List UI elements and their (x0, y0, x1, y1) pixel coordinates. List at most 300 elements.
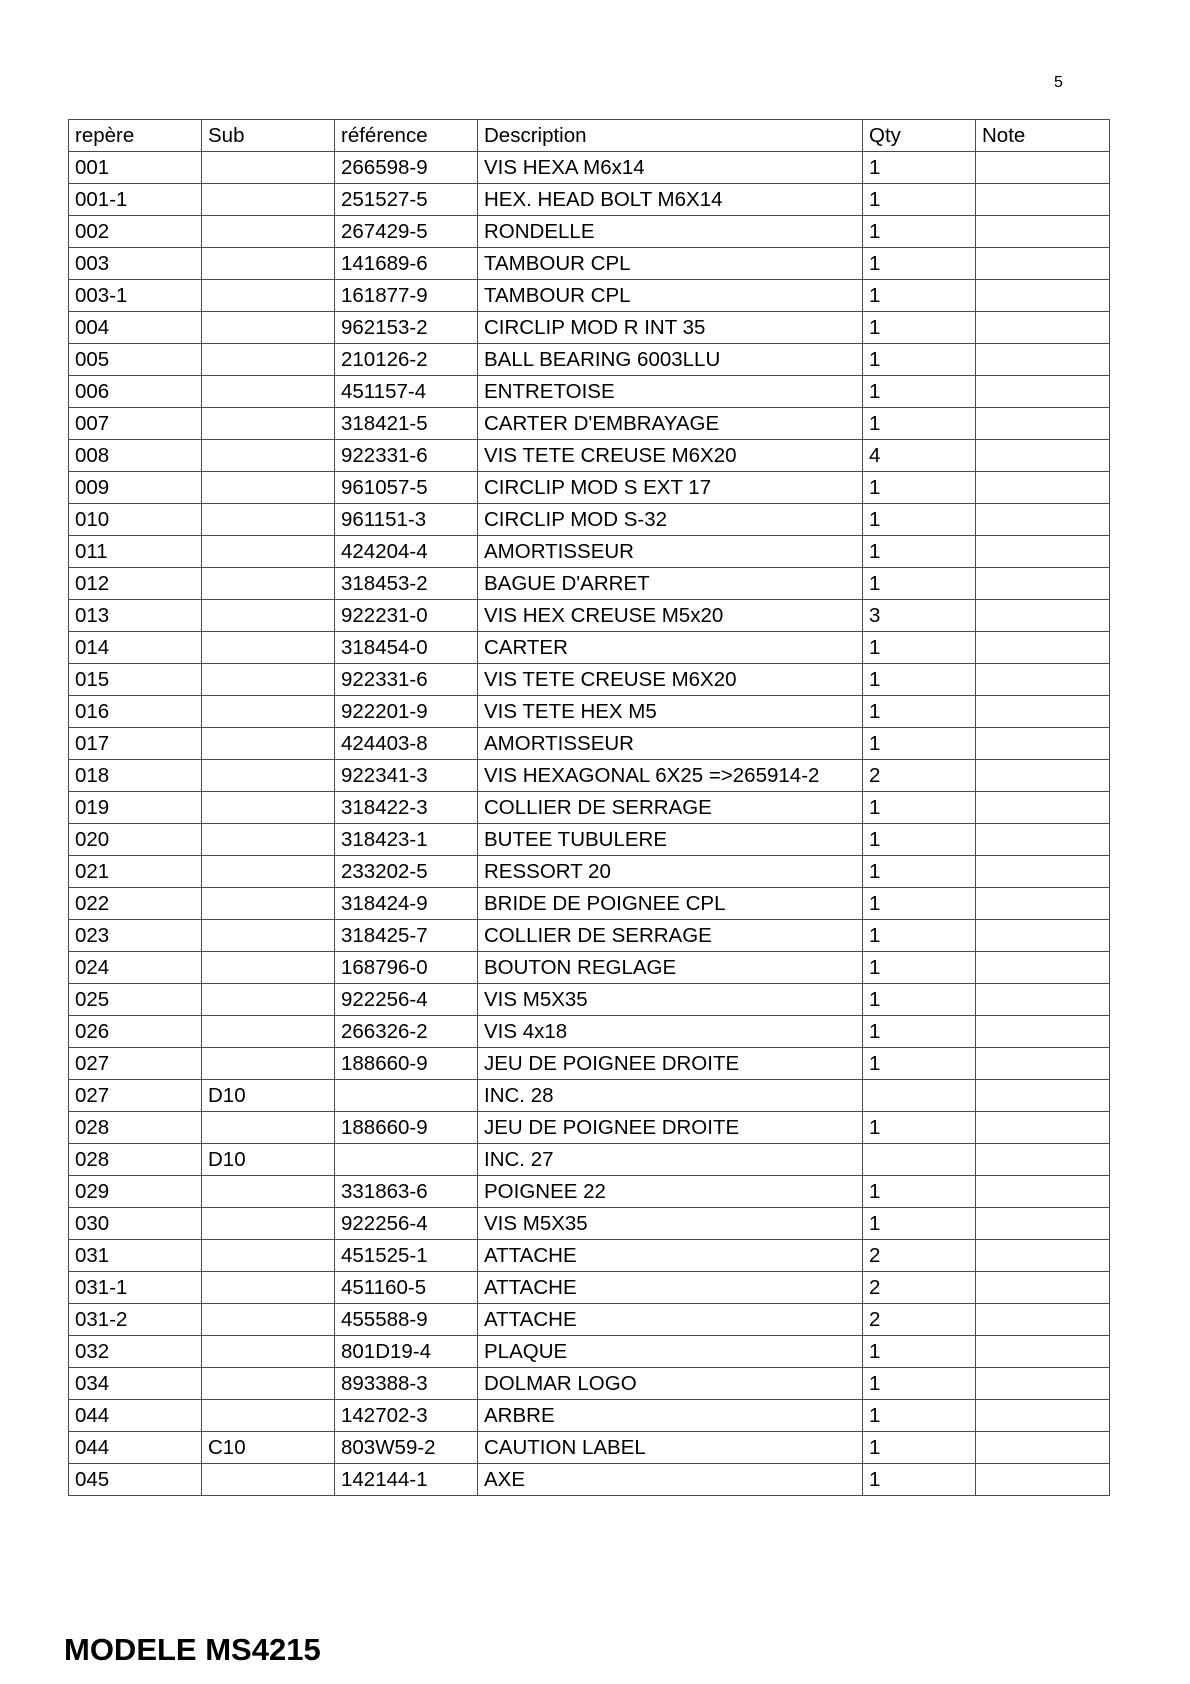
cell-reference: 424204-4 (335, 536, 478, 568)
cell-qty: 1 (863, 952, 976, 984)
cell-qty: 1 (863, 536, 976, 568)
cell-repere: 001 (69, 152, 202, 184)
cell-reference: 424403-8 (335, 728, 478, 760)
cell-qty: 1 (863, 856, 976, 888)
cell-description: AXE (478, 1464, 863, 1496)
cell-qty: 1 (863, 1432, 976, 1464)
cell-reference: 251527-5 (335, 184, 478, 216)
cell-note (976, 1048, 1110, 1080)
table-row (69, 376, 1110, 408)
cell-reference (335, 1080, 478, 1112)
cell-reference: 922341-3 (335, 760, 478, 792)
table-row (69, 440, 1110, 472)
cell-sub (202, 632, 335, 664)
header-repere: repère (69, 120, 202, 152)
cell-description: INC. 27 (478, 1144, 863, 1176)
cell-note (976, 856, 1110, 888)
cell-qty: 1 (863, 1208, 976, 1240)
cell-qty: 3 (863, 600, 976, 632)
header-description: Description (478, 120, 863, 152)
cell-note (976, 760, 1110, 792)
cell-reference: 922256-4 (335, 1208, 478, 1240)
cell-sub (202, 152, 335, 184)
table-row (69, 984, 1110, 1016)
cell-qty: 1 (863, 152, 976, 184)
cell-qty (863, 1080, 976, 1112)
cell-qty: 1 (863, 664, 976, 696)
cell-repere: 009 (69, 472, 202, 504)
table-row (69, 728, 1110, 760)
cell-qty: 1 (863, 312, 976, 344)
cell-sub (202, 856, 335, 888)
cell-repere: 027 (69, 1080, 202, 1112)
cell-note (976, 248, 1110, 280)
cell-qty: 1 (863, 1016, 976, 1048)
table-row (69, 888, 1110, 920)
table-row (69, 216, 1110, 248)
cell-qty: 1 (863, 1112, 976, 1144)
cell-sub (202, 1016, 335, 1048)
cell-description: VIS TETE HEX M5 (478, 696, 863, 728)
cell-qty: 1 (863, 216, 976, 248)
cell-reference: 188660-9 (335, 1112, 478, 1144)
cell-description: AMORTISSEUR (478, 728, 863, 760)
table-row (69, 312, 1110, 344)
cell-reference: 318453-2 (335, 568, 478, 600)
cell-qty: 1 (863, 504, 976, 536)
table-row (69, 184, 1110, 216)
cell-qty: 1 (863, 888, 976, 920)
cell-description: VIS M5X35 (478, 984, 863, 1016)
cell-reference: 266326-2 (335, 1016, 478, 1048)
cell-sub (202, 1048, 335, 1080)
cell-reference: 801D19-4 (335, 1336, 478, 1368)
cell-repere: 028 (69, 1144, 202, 1176)
cell-description: TAMBOUR CPL (478, 280, 863, 312)
table-row (69, 920, 1110, 952)
cell-description: ATTACHE (478, 1272, 863, 1304)
cell-repere: 030 (69, 1208, 202, 1240)
cell-note (976, 632, 1110, 664)
cell-reference: 962153-2 (335, 312, 478, 344)
cell-qty: 2 (863, 1304, 976, 1336)
cell-sub (202, 1112, 335, 1144)
cell-note (976, 472, 1110, 504)
cell-reference: 318422-3 (335, 792, 478, 824)
table-row (69, 504, 1110, 536)
cell-sub (202, 952, 335, 984)
cell-note (976, 1464, 1110, 1496)
table-row (69, 952, 1110, 984)
cell-reference: 922256-4 (335, 984, 478, 1016)
cell-description: VIS M5X35 (478, 1208, 863, 1240)
cell-reference: 318424-9 (335, 888, 478, 920)
cell-sub (202, 216, 335, 248)
cell-repere: 034 (69, 1368, 202, 1400)
cell-description: ATTACHE (478, 1240, 863, 1272)
cell-repere: 006 (69, 376, 202, 408)
cell-repere: 003 (69, 248, 202, 280)
cell-note (976, 600, 1110, 632)
cell-note (976, 1112, 1110, 1144)
cell-reference: 318454-0 (335, 632, 478, 664)
table-row (69, 1208, 1110, 1240)
cell-reference: 318423-1 (335, 824, 478, 856)
cell-reference: 922331-6 (335, 440, 478, 472)
cell-reference: 161877-9 (335, 280, 478, 312)
cell-repere: 021 (69, 856, 202, 888)
cell-sub (202, 824, 335, 856)
cell-reference: 318425-7 (335, 920, 478, 952)
cell-qty: 1 (863, 1368, 976, 1400)
cell-repere: 008 (69, 440, 202, 472)
cell-reference: 233202-5 (335, 856, 478, 888)
cell-description: DOLMAR LOGO (478, 1368, 863, 1400)
table-row (69, 1144, 1110, 1176)
cell-qty: 1 (863, 1464, 976, 1496)
cell-repere: 031 (69, 1240, 202, 1272)
cell-description: ENTRETOISE (478, 376, 863, 408)
cell-qty: 1 (863, 984, 976, 1016)
cell-sub (202, 984, 335, 1016)
cell-reference: 267429-5 (335, 216, 478, 248)
cell-description: CIRCLIP MOD S-32 (478, 504, 863, 536)
cell-qty: 2 (863, 760, 976, 792)
cell-note (976, 1272, 1110, 1304)
cell-qty: 1 (863, 632, 976, 664)
table-row (69, 1336, 1110, 1368)
table-row (69, 344, 1110, 376)
cell-qty: 1 (863, 1336, 976, 1368)
cell-note (976, 568, 1110, 600)
cell-description: VIS HEX CREUSE M5x20 (478, 600, 863, 632)
cell-qty: 1 (863, 920, 976, 952)
cell-repere: 003-1 (69, 280, 202, 312)
cell-reference: 451160-5 (335, 1272, 478, 1304)
cell-repere: 031-2 (69, 1304, 202, 1336)
cell-description: BAGUE D'ARRET (478, 568, 863, 600)
cell-sub (202, 312, 335, 344)
cell-description: VIS 4x18 (478, 1016, 863, 1048)
cell-repere: 010 (69, 504, 202, 536)
cell-description: HEX. HEAD BOLT M6X14 (478, 184, 863, 216)
cell-reference: 893388-3 (335, 1368, 478, 1400)
cell-qty: 1 (863, 472, 976, 504)
cell-qty: 1 (863, 728, 976, 760)
cell-reference: 142144-1 (335, 1464, 478, 1496)
cell-reference: 318421-5 (335, 408, 478, 440)
cell-description: POIGNEE 22 (478, 1176, 863, 1208)
cell-reference: 961151-3 (335, 504, 478, 536)
cell-sub (202, 1240, 335, 1272)
table-row (69, 1048, 1110, 1080)
cell-repere: 028 (69, 1112, 202, 1144)
table-row (69, 696, 1110, 728)
table-row (69, 248, 1110, 280)
table-row (69, 664, 1110, 696)
cell-note (976, 184, 1110, 216)
table-header-row (69, 120, 1110, 152)
model-title: MODELE MS4215 (64, 1632, 321, 1667)
cell-description: CIRCLIP MOD S EXT 17 (478, 472, 863, 504)
cell-description: JEU DE POIGNEE DROITE (478, 1112, 863, 1144)
cell-note (976, 984, 1110, 1016)
cell-reference: 803W59-2 (335, 1432, 478, 1464)
cell-description: CIRCLIP MOD R INT 35 (478, 312, 863, 344)
cell-note (976, 536, 1110, 568)
cell-repere: 026 (69, 1016, 202, 1048)
cell-reference: 331863-6 (335, 1176, 478, 1208)
cell-repere: 045 (69, 1464, 202, 1496)
table-row (69, 1112, 1110, 1144)
cell-sub: C10 (202, 1432, 335, 1464)
cell-repere: 013 (69, 600, 202, 632)
cell-reference: 451525-1 (335, 1240, 478, 1272)
cell-description: BUTEE TUBULERE (478, 824, 863, 856)
table-row (69, 1368, 1110, 1400)
cell-sub (202, 376, 335, 408)
cell-note (976, 1016, 1110, 1048)
cell-sub (202, 1400, 335, 1432)
cell-qty: 1 (863, 280, 976, 312)
table-row (69, 760, 1110, 792)
cell-repere: 015 (69, 664, 202, 696)
table-row (69, 1016, 1110, 1048)
cell-description: ARBRE (478, 1400, 863, 1432)
cell-repere: 016 (69, 696, 202, 728)
cell-reference: 266598-9 (335, 152, 478, 184)
cell-note (976, 408, 1110, 440)
cell-description: VIS TETE CREUSE M6X20 (478, 664, 863, 696)
parts-table (68, 119, 1110, 1496)
table-row (69, 408, 1110, 440)
cell-qty: 1 (863, 1048, 976, 1080)
cell-qty: 1 (863, 184, 976, 216)
cell-qty: 1 (863, 1176, 976, 1208)
cell-sub (202, 280, 335, 312)
cell-qty: 1 (863, 792, 976, 824)
cell-description: AMORTISSEUR (478, 536, 863, 568)
cell-description: CAUTION LABEL (478, 1432, 863, 1464)
cell-note (976, 664, 1110, 696)
cell-reference (335, 1144, 478, 1176)
cell-note (976, 1080, 1110, 1112)
cell-sub (202, 1368, 335, 1400)
cell-repere: 029 (69, 1176, 202, 1208)
cell-reference: 451157-4 (335, 376, 478, 408)
cell-note (976, 1208, 1110, 1240)
cell-description: BOUTON REGLAGE (478, 952, 863, 984)
cell-sub (202, 600, 335, 632)
cell-sub (202, 760, 335, 792)
cell-note (976, 888, 1110, 920)
cell-note (976, 216, 1110, 248)
cell-sub: D10 (202, 1144, 335, 1176)
cell-description: PLAQUE (478, 1336, 863, 1368)
cell-repere: 044 (69, 1432, 202, 1464)
cell-sub (202, 184, 335, 216)
cell-sub (202, 728, 335, 760)
cell-sub (202, 344, 335, 376)
cell-note (976, 1368, 1110, 1400)
cell-note (976, 1144, 1110, 1176)
cell-note (976, 152, 1110, 184)
cell-sub (202, 408, 335, 440)
cell-qty: 2 (863, 1272, 976, 1304)
table-row (69, 1080, 1110, 1112)
cell-reference: 210126-2 (335, 344, 478, 376)
cell-repere: 027 (69, 1048, 202, 1080)
cell-sub (202, 536, 335, 568)
table-row (69, 1240, 1110, 1272)
cell-description: VIS HEXA M6x14 (478, 152, 863, 184)
cell-description: VIS TETE CREUSE M6X20 (478, 440, 863, 472)
cell-qty: 1 (863, 376, 976, 408)
cell-sub (202, 1208, 335, 1240)
cell-sub (202, 1176, 335, 1208)
table-row (69, 152, 1110, 184)
table-row (69, 280, 1110, 312)
cell-repere: 005 (69, 344, 202, 376)
cell-qty: 1 (863, 824, 976, 856)
table-row (69, 1400, 1110, 1432)
cell-note (976, 792, 1110, 824)
cell-qty (863, 1144, 976, 1176)
cell-qty: 2 (863, 1240, 976, 1272)
cell-reference: 922201-9 (335, 696, 478, 728)
cell-repere: 032 (69, 1336, 202, 1368)
cell-note (976, 1432, 1110, 1464)
table-row (69, 792, 1110, 824)
cell-repere: 007 (69, 408, 202, 440)
cell-description: CARTER (478, 632, 863, 664)
cell-qty: 1 (863, 248, 976, 280)
table-row (69, 1464, 1110, 1496)
table-row (69, 472, 1110, 504)
table-row (69, 856, 1110, 888)
table-row (69, 632, 1110, 664)
cell-reference: 188660-9 (335, 1048, 478, 1080)
cell-qty: 1 (863, 696, 976, 728)
cell-note (976, 280, 1110, 312)
cell-repere: 019 (69, 792, 202, 824)
cell-note (976, 1304, 1110, 1336)
table-row (69, 1176, 1110, 1208)
table-row (69, 1304, 1110, 1336)
cell-repere: 031-1 (69, 1272, 202, 1304)
cell-sub (202, 696, 335, 728)
header-reference: référence (335, 120, 478, 152)
cell-reference: 142702-3 (335, 1400, 478, 1432)
cell-sub (202, 888, 335, 920)
cell-sub (202, 920, 335, 952)
cell-note (976, 952, 1110, 984)
cell-description: COLLIER DE SERRAGE (478, 792, 863, 824)
cell-reference: 141689-6 (335, 248, 478, 280)
cell-description: BALL BEARING 6003LLU (478, 344, 863, 376)
cell-note (976, 824, 1110, 856)
cell-repere: 004 (69, 312, 202, 344)
cell-sub (202, 472, 335, 504)
cell-reference: 922231-0 (335, 600, 478, 632)
cell-note (976, 504, 1110, 536)
cell-sub (202, 1304, 335, 1336)
cell-description: VIS HEXAGONAL 6X25 =>265914-2 (478, 760, 863, 792)
cell-note (976, 344, 1110, 376)
cell-note (976, 312, 1110, 344)
cell-reference: 961057-5 (335, 472, 478, 504)
cell-note (976, 376, 1110, 408)
cell-repere: 011 (69, 536, 202, 568)
cell-repere: 044 (69, 1400, 202, 1432)
table-row (69, 568, 1110, 600)
cell-sub (202, 568, 335, 600)
cell-repere: 012 (69, 568, 202, 600)
table-row (69, 1272, 1110, 1304)
cell-sub: D10 (202, 1080, 335, 1112)
cell-qty: 4 (863, 440, 976, 472)
table-row (69, 536, 1110, 568)
cell-sub (202, 664, 335, 696)
header-sub: Sub (202, 120, 335, 152)
cell-description: COLLIER DE SERRAGE (478, 920, 863, 952)
cell-repere: 022 (69, 888, 202, 920)
page-number: 5 (1054, 74, 1063, 91)
cell-note (976, 728, 1110, 760)
cell-note (976, 920, 1110, 952)
cell-description: CARTER D'EMBRAYAGE (478, 408, 863, 440)
cell-note (976, 696, 1110, 728)
header-qty: Qty (863, 120, 976, 152)
cell-description: JEU DE POIGNEE DROITE (478, 1048, 863, 1080)
cell-sub (202, 1336, 335, 1368)
cell-repere: 024 (69, 952, 202, 984)
cell-description: RESSORT 20 (478, 856, 863, 888)
cell-sub (202, 248, 335, 280)
cell-repere: 001-1 (69, 184, 202, 216)
cell-repere: 023 (69, 920, 202, 952)
cell-sub (202, 504, 335, 536)
cell-note (976, 1176, 1110, 1208)
cell-sub (202, 1272, 335, 1304)
table-row (69, 824, 1110, 856)
cell-description: RONDELLE (478, 216, 863, 248)
cell-description: TAMBOUR CPL (478, 248, 863, 280)
table-row (69, 1432, 1110, 1464)
cell-sub (202, 1464, 335, 1496)
cell-sub (202, 440, 335, 472)
cell-sub (202, 792, 335, 824)
cell-repere: 020 (69, 824, 202, 856)
cell-repere: 002 (69, 216, 202, 248)
cell-description: INC. 28 (478, 1080, 863, 1112)
table-row (69, 600, 1110, 632)
parts-table-body (69, 152, 1110, 1496)
header-note: Note (976, 120, 1110, 152)
cell-repere: 018 (69, 760, 202, 792)
cell-reference: 922331-6 (335, 664, 478, 696)
cell-description: ATTACHE (478, 1304, 863, 1336)
cell-repere: 017 (69, 728, 202, 760)
cell-qty: 1 (863, 344, 976, 376)
cell-note (976, 440, 1110, 472)
cell-reference: 455588-9 (335, 1304, 478, 1336)
cell-qty: 1 (863, 568, 976, 600)
cell-repere: 014 (69, 632, 202, 664)
cell-reference: 168796-0 (335, 952, 478, 984)
cell-repere: 025 (69, 984, 202, 1016)
cell-note (976, 1240, 1110, 1272)
